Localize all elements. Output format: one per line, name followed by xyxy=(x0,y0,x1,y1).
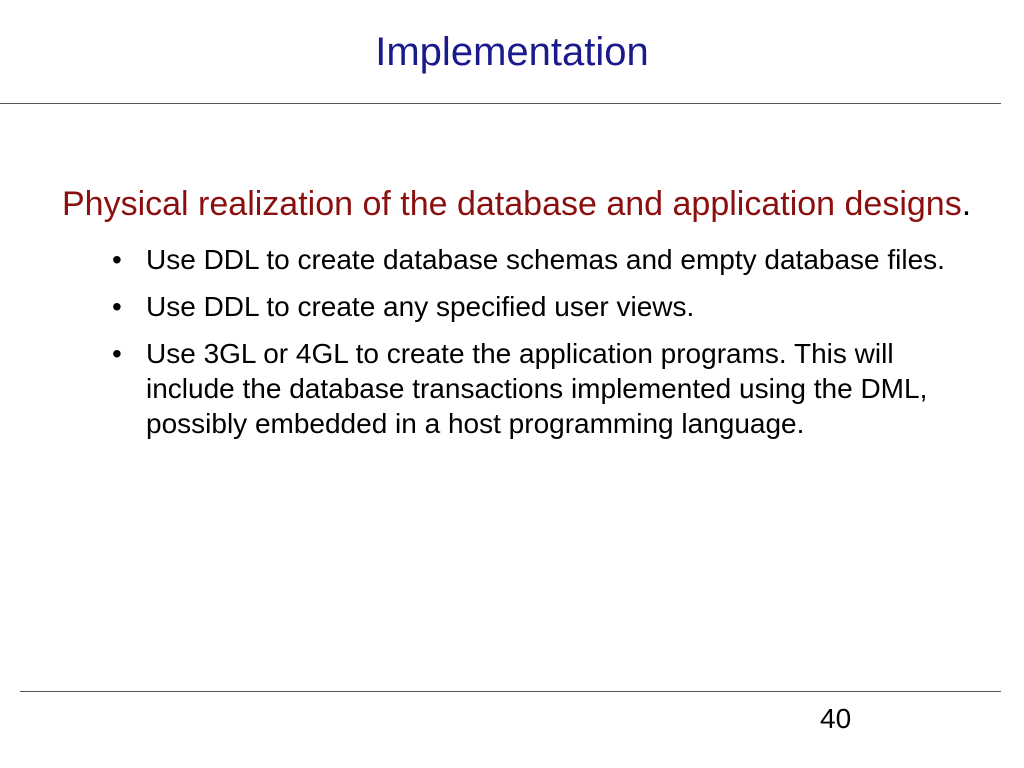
bullet-item xyxy=(112,336,982,441)
bullet-text: Use DDL to create database schemas and empty database files. xyxy=(146,244,945,275)
slide-title: Implementation xyxy=(375,30,649,74)
bullet-item xyxy=(112,289,982,324)
title-divider xyxy=(0,103,1001,104)
bullet-item xyxy=(112,242,982,277)
main-point xyxy=(62,185,982,224)
page-number: 40 xyxy=(820,703,852,734)
bullet-text: Use DDL to create any specified user views. xyxy=(146,291,695,322)
bullet-marker: • xyxy=(112,244,122,275)
footer-divider xyxy=(20,691,1001,692)
bullet-text: Use 3GL or 4GL to create the application programs. This will include the database transactions implemented using the DML, possibly embedded in a host programming language. xyxy=(146,338,928,439)
bullet-marker: • xyxy=(112,291,122,322)
slide-content xyxy=(62,185,982,453)
main-point-period: . xyxy=(961,185,972,223)
main-point-text: Physical realization of the database and application designs xyxy=(62,185,962,223)
bullet-list xyxy=(112,242,982,441)
bullet-marker: • xyxy=(112,338,122,369)
